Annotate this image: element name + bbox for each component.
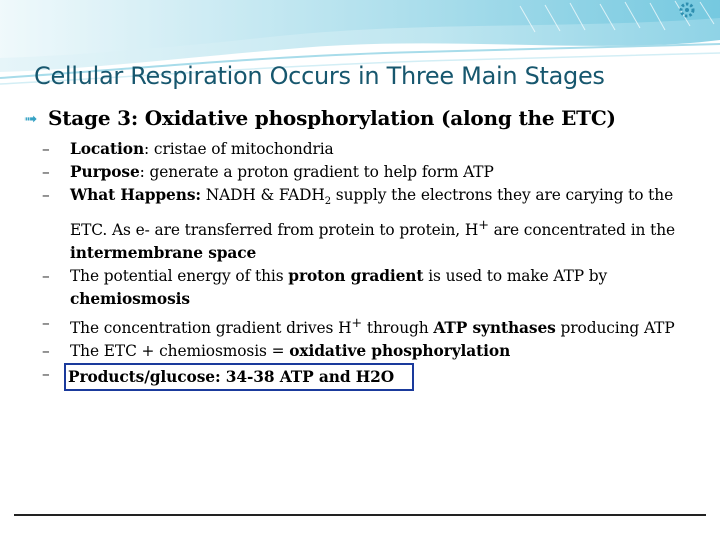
list-item-products — [24, 363, 704, 391]
list-item-purpose: – Purpose: generate a proton gradient to help form ATP — [24, 161, 704, 184]
main-bullet-text: Stage 3: Oxidative phosphorylation (along the ETC) — [48, 106, 616, 130]
bottom-divider — [14, 514, 706, 516]
arrow-bullet-icon: ➟ — [24, 109, 38, 128]
dash-bullet: – — [42, 267, 50, 286]
dash-bullet: – — [42, 341, 50, 360]
main-bullet — [24, 106, 704, 130]
sub-bullet-list — [24, 138, 704, 391]
slide-title: Cellular Respiration Occurs in Three Main Stages — [34, 62, 605, 90]
dash-bullet: – — [42, 140, 50, 158]
list-item-atp-synthases: – The concentration gradient drives H+ through ATP synthases producing ATP — [42, 313, 675, 337]
dash-bullet: – — [42, 313, 50, 332]
list-item-location: – Location: cristae of mitochondria — [24, 138, 704, 161]
list-item-proton-gradient: – The potential energy of this proton gradient is used to make ATP by chemiosmosis — [42, 267, 608, 309]
highlight-box: Products/glucose: 34-38 ATP and H2O — [64, 363, 414, 391]
slide-content — [24, 106, 704, 391]
list-item-what-happens: – What Happens: NADH & $FADH_2$ supply the electrons they are carying to the ETC. As e- are transferred from protein to protein, H+ are concentrated in the intermembrane space — [42, 186, 676, 263]
dash-bullet: – — [42, 365, 50, 384]
dash-bullet: – — [42, 163, 50, 182]
dash-bullet: – — [42, 186, 50, 205]
list-item-oxidative-phosphorylation: – The ETC + chemiosmosis = oxidative phosphorylation — [24, 340, 704, 363]
